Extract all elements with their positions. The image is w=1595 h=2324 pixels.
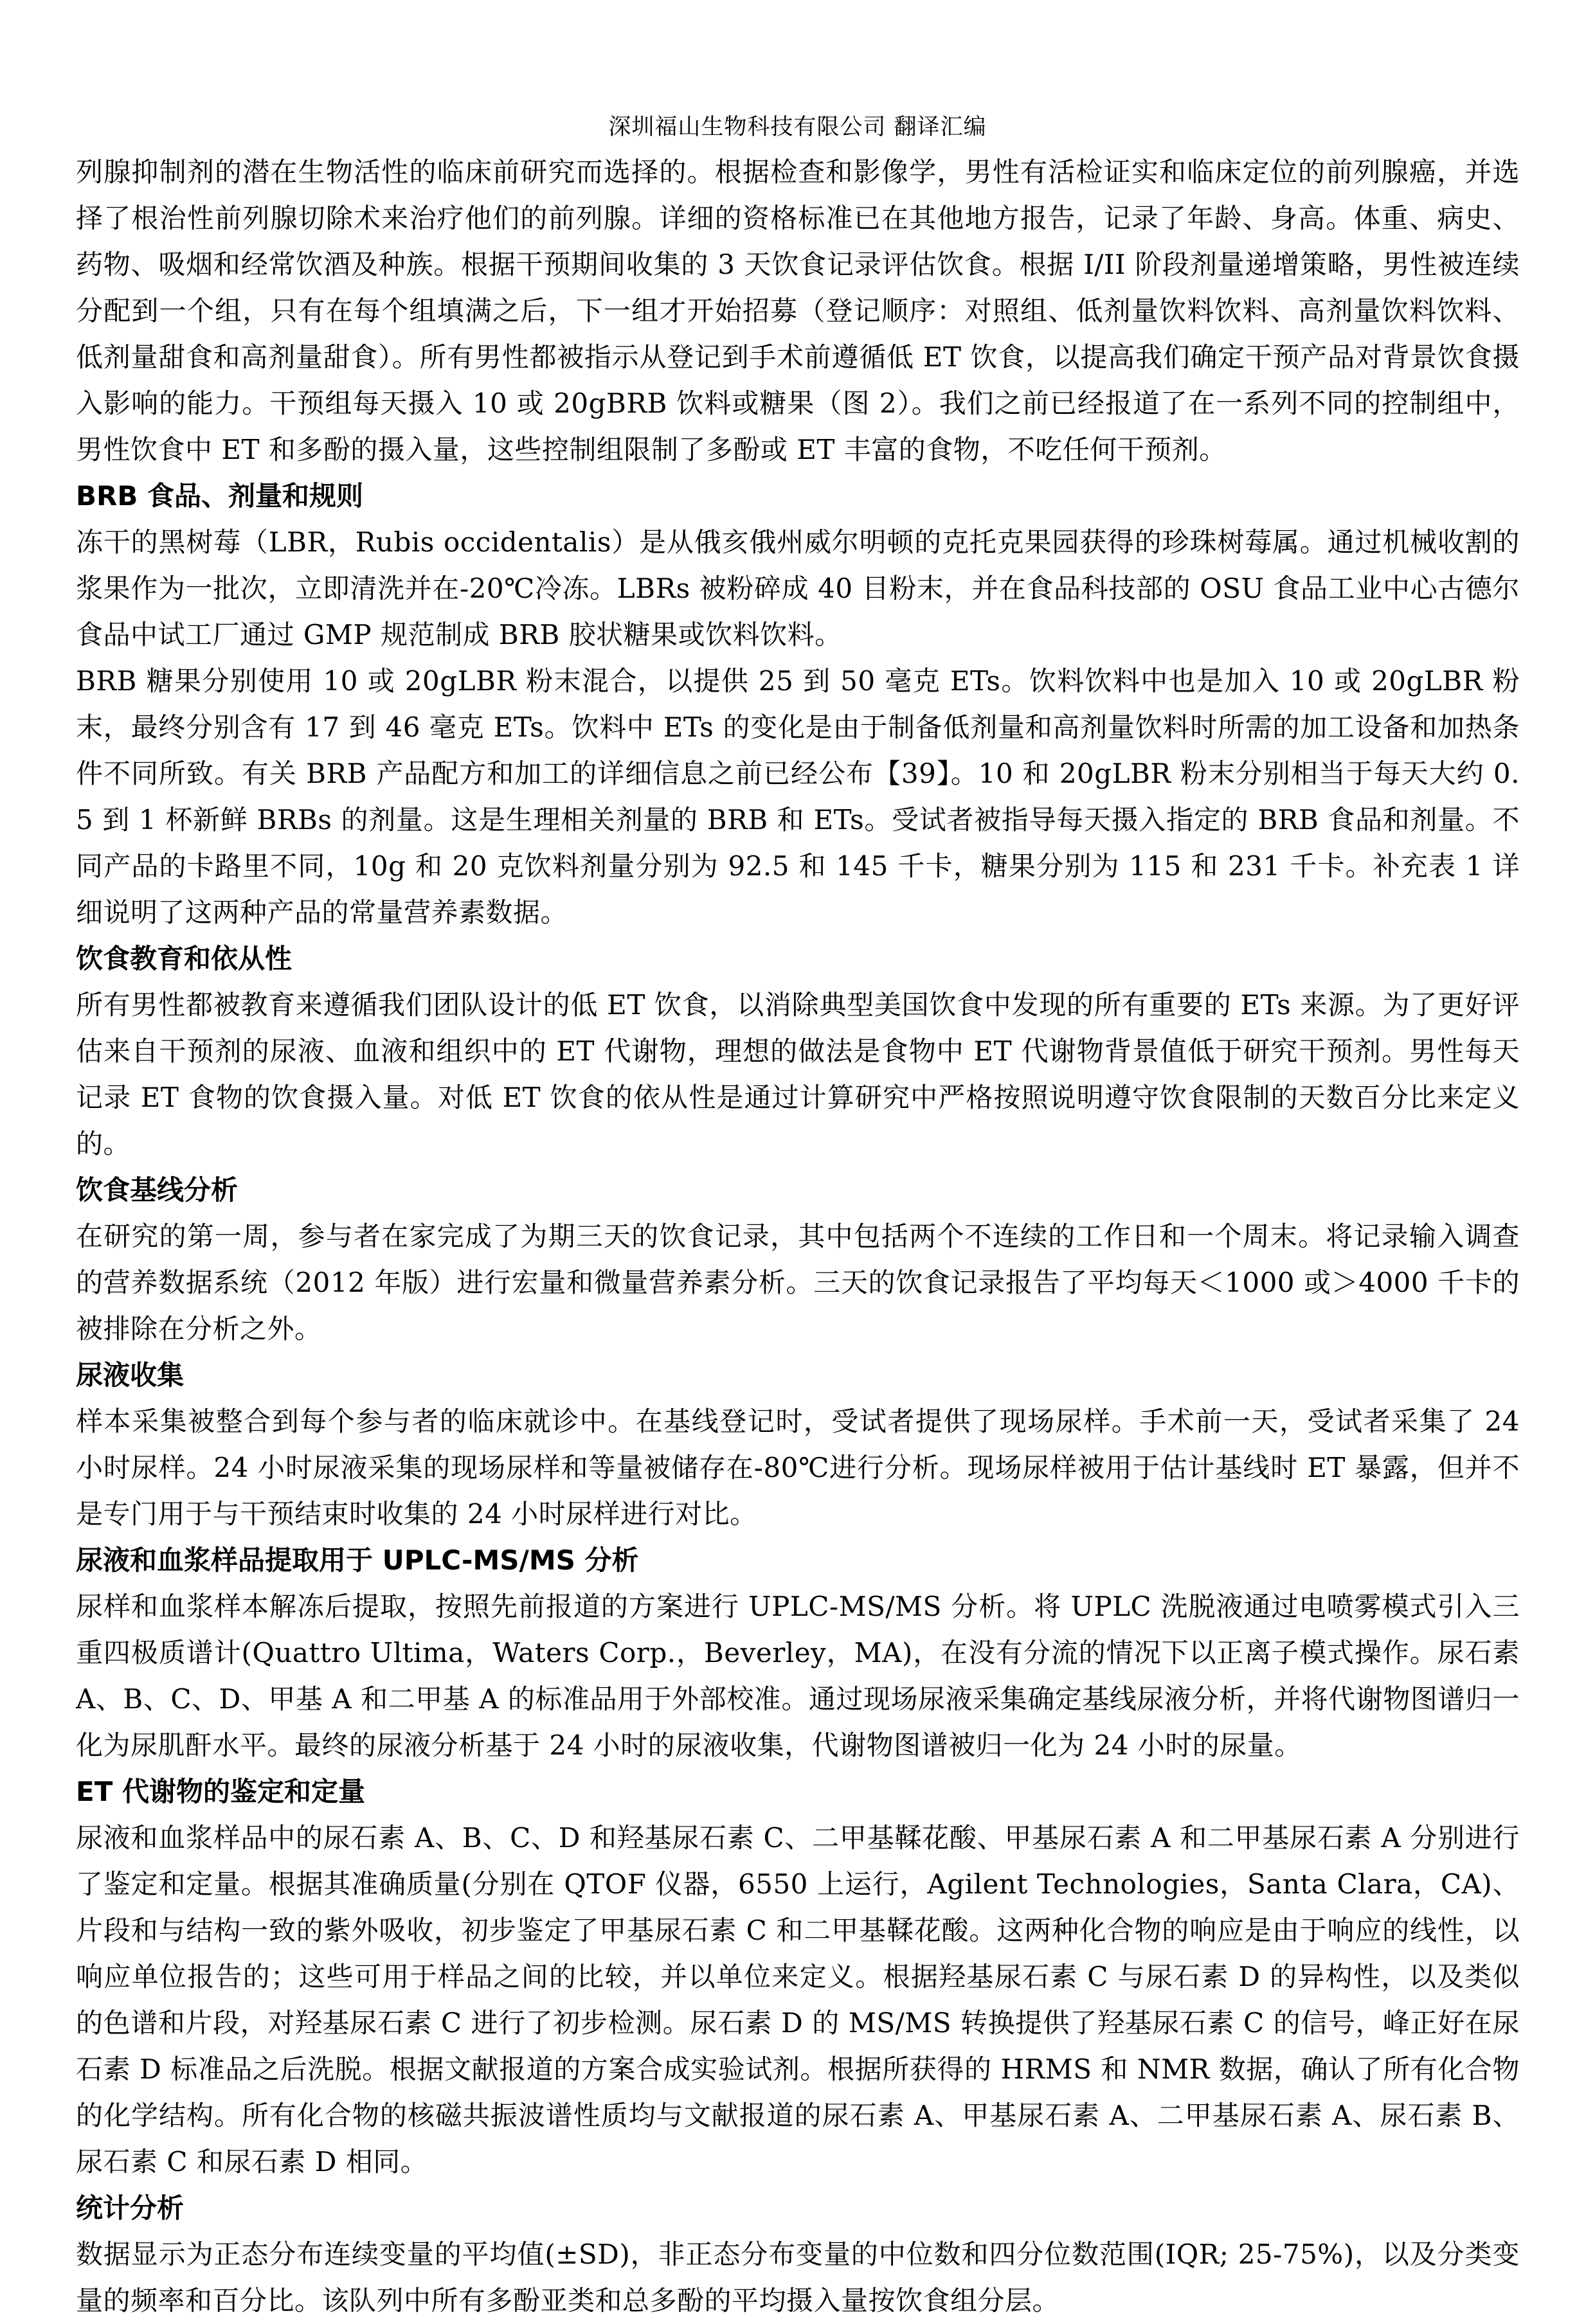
section-heading: BRB 食品、剂量和规则: [76, 480, 363, 512]
paragraph: 数据显示为正态分布连续变量的平均值(±SD)，非正态分布变量的中位数和四分位数范围(IQR; 25-75%)，以及分类变量的频率和百分比。该队列中所有多酚亚类和总多酚的平均摄入量按饮食组分层。: [76, 2239, 1520, 2316]
paragraph: BRB 糖果分别使用 10 或 20gLBR 粉末混合，以提供 25 到 50 毫克 ETs。饮料饮料中也是加入 10 或 20gLBR 粉末，最终分别含有 17 到 46 毫克 ETs。饮料中 ETs 的变化是由于制备低剂量和高剂量饮料时所需的加工设备和加热条件不同所致。有关 BRB 产品配方和加工的详细信息之前已经公布【39】。10 和 20gLBR 粉末分别相当于每天大约 0.5 到 1 杯新鲜 BRBs 的剂量。这是生理相关剂量的 BRB 和 ETs。受试者被指导每天摄入指定的 BRB 食品和剂量。不同产品的卡路里不同，10g 和 20 克饮料剂量分别为 92.5 和 145 千卡，糖果分别为 115 和 231 千卡。补充表 1 详细说明了这两种产品的常量营养素数据。: [76, 665, 1520, 928]
paragraph: 冻干的黑树莓（LBR，Rubis occidentalis）是从俄亥俄州威尔明顿的克托克果园获得的珍珠树莓属。通过机械收割的浆果作为一批次，立即清洗并在-20℃冷冻。LBRs 被粉碎成 40 目粉末，并在食品科技部的 OSU 食品工业中心古德尔食品中试工厂通过 GMP 规范制成 BRB 胶状糖果或饮料饮料。: [76, 526, 1520, 650]
page-header: 深圳福山生物科技有限公司 翻译汇编: [608, 114, 987, 140]
paragraph: 在研究的第一周，参与者在家完成了为期三天的饮食记录，其中包括两个不连续的工作日和一个周末。将记录输入调查的营养数据系统（2012 年版）进行宏量和微量营养素分析。三天的饮食记录报告了平均每天＜1000 或＞4000 千卡的被排除在分析之外。: [76, 1220, 1520, 1345]
paragraph: 样本采集被整合到每个参与者的临床就诊中。在基线登记时，受试者提供了现场尿样。手术前一天，受试者采集了 24 小时尿样。24 小时尿液采集的现场尿样和等量被储存在-80℃进行分析。现场尿样被用于估计基线时 ET 暴露，但并不是专门用于与干预结束时收集的 24 小时尿样进行对比。: [76, 1406, 1520, 1530]
document-body: [76, 149, 1520, 2324]
section-heading: 饮食基线分析: [76, 1174, 239, 1206]
section-heading: 统计分析: [76, 2192, 185, 2224]
section-heading: 尿液和血浆样品提取用于 UPLC-MS/MS 分析: [76, 1544, 639, 1576]
section-heading: 饮食教育和依从性: [76, 943, 293, 974]
paragraph: 尿液和血浆样品中的尿石素 A、B、C、D 和羟基尿石素 C、二甲基鞣花酸、甲基尿石素 A 和二甲基尿石素 A 分别进行了鉴定和定量。根据其准确质量(分别在 QTOF 仪器，6550 上运行，Agilent Technologies，Santa Clara，CA)、片段和与结构一致的紫外吸收，初步鉴定了甲基尿石素 C 和二甲基鞣花酸。这两种化合物的响应是由于响应的线性，以响应单位报告的；这些可用于样品之间的比较，并以单位来定义。根据羟基尿石素 C 与尿石素 D 的异构性，以及类似的色谱和片段，对羟基尿石素 C 进行了初步检测。尿石素 D 的 MS/MS 转换提供了羟基尿石素 C 的信号，峰正好在尿石素 D 标准品之后洗脱。根据文献报道的方案合成实验试剂。根据所获得的 HRMS 和 NMR 数据，确认了所有化合物的化学结构。所有化合物的核磁共振波谱性质均与文献报道的尿石素 A、甲基尿石素 A、二甲基尿石素 A、尿石素 B、尿石素 C 和尿石素 D 相同。: [76, 1822, 1520, 2177]
section-heading: ET 代谢物的鉴定和定量: [76, 1776, 365, 1807]
section-heading: 尿液收集: [76, 1359, 185, 1391]
paragraph: 尿样和血浆样本解冻后提取，按照先前报道的方案进行 UPLC-MS/MS 分析。将 UPLC 洗脱液通过电喷雾模式引入三重四极质谱计(Quattro Ultima，Waters Corp.，Beverley，MA)，在没有分流的情况下以正离子模式操作。尿石素 A、B、C、D、甲基 A 和二甲基 A 的标准品用于外部校准。通过现场尿液采集确定基线尿液分析，并将代谢物图谱归一化为尿肌酐水平。最终的尿液分析基于 24 小时的尿液收集，代谢物图谱被归一化为 24 小时的尿量。: [76, 1591, 1520, 1761]
paragraph: 所有男性都被教育来遵循我们团队设计的低 ET 饮食，以消除典型美国饮食中发现的所有重要的 ETs 来源。为了更好评估来自干预剂的尿液、血液和组织中的 ET 代谢物，理想的做法是食物中 ET 代谢物背景值低于研究干预剂。男性每天记录 ET 食物的饮食摄入量。对低 ET 饮食的依从性是通过计算研究中严格按照说明遵守饮食限制的天数百分比来定义的。: [76, 989, 1520, 1159]
paragraph: 列腺抑制剂的潜在生物活性的临床前研究而选择的。根据检查和影像学，男性有活检证实和临床定位的前列腺癌，并选择了根治性前列腺切除术来治疗他们的前列腺。详细的资格标准已在其他地方报告，记录了年龄、身高。体重、病史、药物、吸烟和经常饮酒及种族。根据干预期间收集的 3 天饮食记录评估饮食。根据 I/II 阶段剂量递增策略，男性被连续分配到一个组，只有在每个组填满之后，下一组才开始招募（登记顺序：对照组、低剂量饮料饮料、高剂量饮料饮料、低剂量甜食和高剂量甜食）。所有男性都被指示从登记到手术前遵循低 ET 饮食，以提高我们确定干预产品对背景饮食摄入影响的能力。干预组每天摄入 10 或 20gBRB 饮料或糖果（图 2）。我们之前已经报道了在一系列不同的控制组中，男性饮食中 ET 和多酚的摄入量，这些控制组限制了多酚或 ET 丰富的食物，不吃任何干预剂。: [76, 156, 1520, 465]
